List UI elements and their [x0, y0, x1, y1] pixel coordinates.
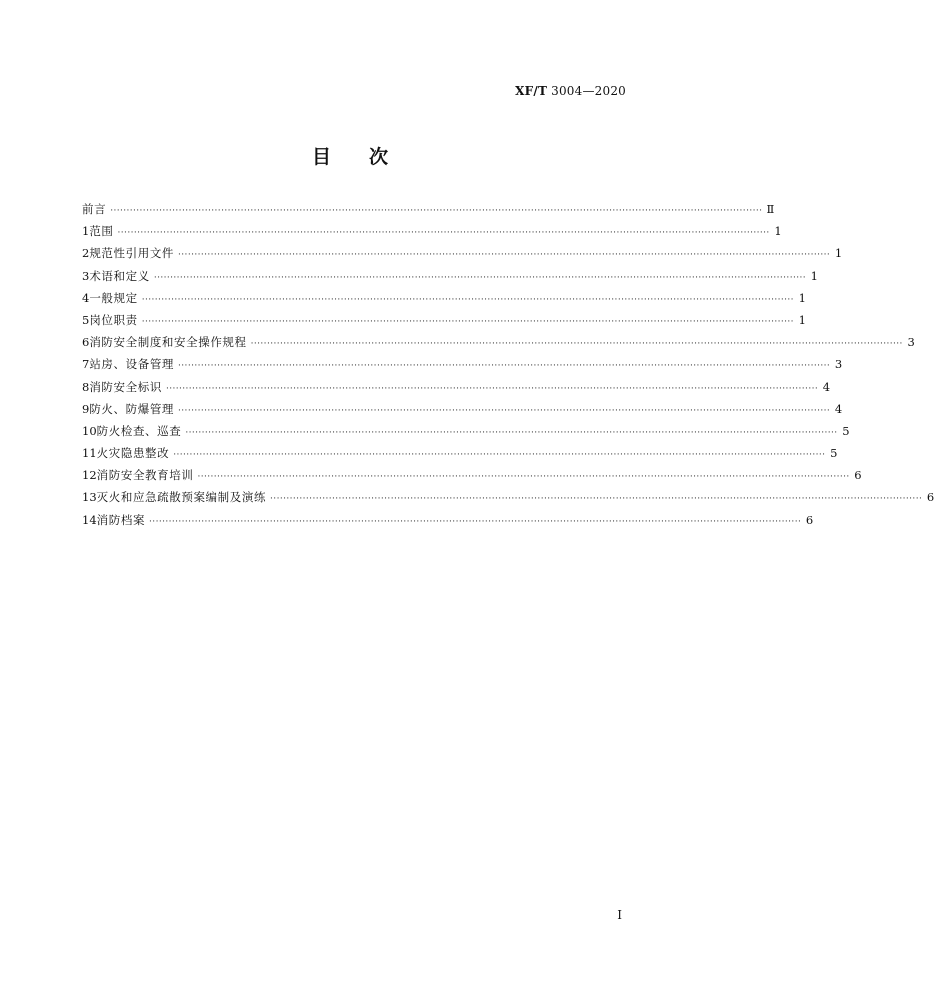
toc-leader-dots: ········································································································································································································	[178, 250, 831, 261]
toc-entry[interactable]	[82, 464, 862, 486]
toc-entry[interactable]	[82, 376, 831, 398]
toc-entry-page: 1	[798, 290, 806, 305]
toc-entry-label: 火灾隐患整改	[96, 446, 170, 461]
toc-entry-label: 灭火和应急疏散预案编制及演练	[96, 490, 267, 505]
toc-leader-dots: ········································································································································································································	[173, 450, 826, 461]
toc-entry[interactable]	[82, 265, 818, 287]
toc-entry[interactable]	[82, 198, 775, 220]
toc-leader-dots: ········································································································································································································	[178, 361, 831, 372]
toc-entry-number: 5	[82, 312, 90, 327]
toc-entry-label: 消防安全教育培训	[96, 468, 194, 483]
toc-leader-dots: ········································································································································································································	[185, 427, 838, 438]
toc-entry[interactable]	[82, 353, 843, 375]
toc-leader-dots: ········································································································································································································	[165, 383, 819, 394]
toc-entry-label: 消防安全制度和安全操作规程	[89, 335, 247, 350]
toc-leader-dots: ········································································································································································································	[141, 316, 794, 327]
toc-entry[interactable]	[82, 442, 838, 464]
toc-entry-number: 2	[82, 246, 90, 261]
toc-leader-dots: ········································································································································································································	[197, 472, 850, 483]
toc-entry-page: 1	[774, 224, 782, 239]
toc-entry[interactable]	[82, 398, 843, 420]
toc-entry[interactable]	[82, 287, 806, 309]
toc-entry-page: 6	[926, 490, 934, 505]
toc-entry[interactable]	[82, 242, 843, 264]
toc-leader-dots: ········································································································································································································	[270, 494, 923, 505]
toc-entry-label: 术语和定义	[89, 268, 150, 283]
toc-entry-page: 6	[854, 468, 862, 483]
toc-entry-page: 3	[834, 357, 843, 372]
toc-entry-page: 4	[834, 401, 843, 416]
table-of-contents	[82, 198, 934, 531]
standard-number: 3004—2020	[551, 84, 626, 98]
toc-entry-number: 6	[82, 335, 90, 350]
footer-page-number: I	[617, 908, 622, 922]
toc-entry[interactable]	[82, 309, 806, 331]
toc-entry-number: 14	[82, 512, 97, 527]
toc-entry-page: 1	[834, 246, 843, 261]
title-char-2: 次	[369, 146, 389, 168]
toc-entry-number: 9	[82, 401, 90, 416]
toc-entry[interactable]	[82, 486, 934, 508]
toc-leader-dots: ········································································································································································································	[117, 228, 770, 239]
toc-entry-label: 站房、设备管理	[89, 357, 175, 372]
page-title	[0, 142, 700, 169]
toc-entry-page: 4	[822, 379, 831, 394]
toc-entry-number: 13	[82, 490, 97, 505]
toc-entry-page: 1	[810, 268, 818, 283]
toc-entry-label: 规范性引用文件	[89, 246, 175, 261]
toc-entry-number: 7	[82, 357, 90, 372]
standard-prefix: XF/T	[515, 84, 548, 98]
toc-entry-page: 5	[830, 446, 838, 461]
toc-entry-number: 10	[82, 423, 97, 438]
toc-entry-label: 一般规定	[89, 290, 138, 305]
toc-entry-label: 消防安全标识	[89, 379, 162, 394]
toc-entry-number: 12	[82, 468, 97, 483]
toc-entry-label: 防火、防爆管理	[89, 401, 175, 416]
toc-entry-page: 6	[805, 512, 814, 527]
toc-entry-page: 3	[907, 335, 915, 350]
toc-entry[interactable]	[82, 420, 850, 442]
toc-entry[interactable]	[82, 220, 782, 242]
toc-entry-number: 1	[82, 224, 90, 239]
standard-code	[515, 84, 626, 98]
toc-entry[interactable]	[82, 509, 814, 531]
toc-entry-page: Ⅱ	[766, 202, 775, 216]
toc-entry-page: 5	[842, 423, 850, 438]
toc-leader-dots: ········································································································································································································	[153, 272, 806, 283]
toc-entry-page: 1	[798, 312, 806, 327]
toc-entry-number: 4	[82, 290, 90, 305]
toc-entry-label: 防火检查、巡查	[96, 423, 182, 438]
toc-entry-label: 范围	[89, 224, 114, 239]
toc-entry-number: 8	[82, 379, 90, 394]
title-char-1: 目	[311, 146, 331, 168]
toc-entry-label: 岗位职责	[89, 312, 138, 327]
toc-entry[interactable]	[82, 331, 915, 353]
toc-leader-dots: ········································································································································································································	[110, 206, 763, 216]
toc-entry-label: 消防档案	[96, 512, 146, 527]
toc-leader-dots: ········································································································································································································	[178, 405, 831, 416]
toc-leader-dots: ········································································································································································································	[149, 516, 802, 527]
toc-leader-dots: ········································································································································································································	[250, 339, 903, 350]
toc-entry-number: 3	[82, 268, 90, 283]
toc-entry-label: 前言	[82, 202, 107, 216]
toc-leader-dots: ········································································································································································································	[141, 294, 794, 305]
toc-entry-number: 11	[82, 446, 97, 461]
